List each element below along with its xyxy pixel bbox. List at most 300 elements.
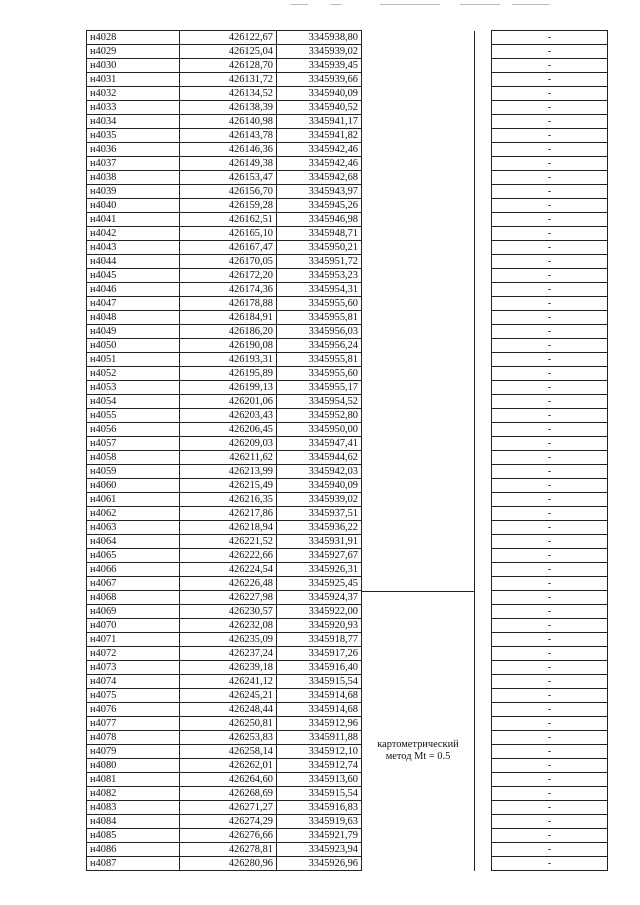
table-row <box>87 101 608 115</box>
coordinate-y: 3345924,37 <box>277 591 362 605</box>
coordinate-y: 3345923,94 <box>277 843 362 857</box>
point-name: н4070 <box>87 619 180 633</box>
coordinate-x: 426227,98 <box>180 591 277 605</box>
point-name: н4045 <box>87 269 180 283</box>
point-name: н4079 <box>87 745 180 759</box>
point-name: н4081 <box>87 773 180 787</box>
coordinate-y: 3345956,03 <box>277 325 362 339</box>
table-row <box>87 129 608 143</box>
precision-dash: - <box>492 283 608 297</box>
point-name: н4074 <box>87 675 180 689</box>
point-name: н4059 <box>87 465 180 479</box>
coordinate-y: 3345955,81 <box>277 311 362 325</box>
table-row <box>87 591 608 605</box>
coordinate-y: 3345942,03 <box>277 465 362 479</box>
point-name: н4063 <box>87 521 180 535</box>
point-name: н4077 <box>87 717 180 731</box>
coordinate-y: 3345914,68 <box>277 703 362 717</box>
table-row <box>87 31 608 45</box>
coordinate-x: 426222,66 <box>180 549 277 563</box>
precision-dash: - <box>492 171 608 185</box>
precision-dash: - <box>492 801 608 815</box>
table-row <box>87 73 608 87</box>
point-name: н4082 <box>87 787 180 801</box>
table-row <box>87 451 608 465</box>
coordinate-x: 426262,01 <box>180 759 277 773</box>
point-name: н4037 <box>87 157 180 171</box>
point-name: н4043 <box>87 241 180 255</box>
point-name: н4050 <box>87 339 180 353</box>
coordinate-y: 3345941,82 <box>277 129 362 143</box>
point-name: н4071 <box>87 633 180 647</box>
point-name: н4069 <box>87 605 180 619</box>
coordinate-y: 3345917,26 <box>277 647 362 661</box>
coordinate-x: 426271,27 <box>180 801 277 815</box>
coordinate-x: 426153,47 <box>180 171 277 185</box>
coordinate-y: 3345912,10 <box>277 745 362 759</box>
coordinate-x: 426221,52 <box>180 535 277 549</box>
table-row <box>87 283 608 297</box>
table-row <box>87 381 608 395</box>
coordinate-x: 426193,31 <box>180 353 277 367</box>
method-label <box>362 739 474 763</box>
table-row <box>87 773 608 787</box>
precision-dash: - <box>492 647 608 661</box>
coordinate-x: 426237,24 <box>180 647 277 661</box>
coordinate-y: 3345912,74 <box>277 759 362 773</box>
point-name: н4075 <box>87 689 180 703</box>
coordinate-x: 426165,10 <box>180 227 277 241</box>
table-row <box>87 157 608 171</box>
point-name: н4049 <box>87 325 180 339</box>
precision-dash: - <box>492 185 608 199</box>
coordinate-y: 3345918,77 <box>277 633 362 647</box>
coordinate-x: 426146,36 <box>180 143 277 157</box>
precision-dash: - <box>492 87 608 101</box>
table-row <box>87 423 608 437</box>
point-name: н4029 <box>87 45 180 59</box>
point-name: н4065 <box>87 549 180 563</box>
table-row <box>87 241 608 255</box>
coordinate-x: 426186,20 <box>180 325 277 339</box>
precision-dash: - <box>492 451 608 465</box>
table-row <box>87 703 608 717</box>
coordinate-y: 3345947,41 <box>277 437 362 451</box>
table-row <box>87 185 608 199</box>
coordinate-y: 3345927,67 <box>277 549 362 563</box>
table-row <box>87 857 608 871</box>
coordinate-y: 3345955,81 <box>277 353 362 367</box>
point-name: н4042 <box>87 227 180 241</box>
coordinate-x: 426201,06 <box>180 395 277 409</box>
coordinate-x: 426215,49 <box>180 479 277 493</box>
point-name: н4087 <box>87 857 180 871</box>
coordinate-x: 426199,13 <box>180 381 277 395</box>
coordinate-y: 3345911,88 <box>277 731 362 745</box>
precision-dash: - <box>492 227 608 241</box>
precision-dash: - <box>492 395 608 409</box>
coordinate-x: 426216,35 <box>180 493 277 507</box>
coordinate-x: 426125,04 <box>180 45 277 59</box>
coordinate-x: 426167,47 <box>180 241 277 255</box>
precision-dash: - <box>492 815 608 829</box>
precision-dash: - <box>492 549 608 563</box>
coordinate-x: 426159,28 <box>180 199 277 213</box>
coordinate-y: 3345913,60 <box>277 773 362 787</box>
coordinate-x: 426206,45 <box>180 423 277 437</box>
coordinate-x: 426235,09 <box>180 633 277 647</box>
coordinate-y: 3345939,02 <box>277 493 362 507</box>
precision-dash: - <box>492 241 608 255</box>
coordinate-y: 3345925,45 <box>277 577 362 591</box>
table-row <box>87 759 608 773</box>
precision-dash: - <box>492 843 608 857</box>
table-row <box>87 493 608 507</box>
precision-dash: - <box>492 129 608 143</box>
point-name: н4083 <box>87 801 180 815</box>
point-name: н4061 <box>87 493 180 507</box>
precision-dash: - <box>492 409 608 423</box>
coordinate-x: 426156,70 <box>180 185 277 199</box>
coordinate-y: 3345944,62 <box>277 451 362 465</box>
coordinate-x: 426258,14 <box>180 745 277 759</box>
point-name: н4054 <box>87 395 180 409</box>
coordinates-table-body <box>87 31 608 871</box>
coordinate-x: 426190,08 <box>180 339 277 353</box>
coordinate-y: 3345921,79 <box>277 829 362 843</box>
point-name: н4078 <box>87 731 180 745</box>
precision-dash: - <box>492 689 608 703</box>
coordinate-y: 3345916,40 <box>277 661 362 675</box>
coordinate-y: 3345945,26 <box>277 199 362 213</box>
coordinate-y: 3345938,80 <box>277 31 362 45</box>
point-name: н4057 <box>87 437 180 451</box>
coordinate-x: 426172,20 <box>180 269 277 283</box>
coordinate-y: 3345954,31 <box>277 283 362 297</box>
table-row <box>87 213 608 227</box>
precision-dash: - <box>492 101 608 115</box>
coordinate-y: 3345955,60 <box>277 297 362 311</box>
precision-dash: - <box>492 633 608 647</box>
precision-dash: - <box>492 143 608 157</box>
table-row <box>87 801 608 815</box>
coordinate-y: 3345953,23 <box>277 269 362 283</box>
precision-dash: - <box>492 367 608 381</box>
coordinate-x: 426264,60 <box>180 773 277 787</box>
coordinate-x: 426162,51 <box>180 213 277 227</box>
precision-dash: - <box>492 759 608 773</box>
point-name: н4036 <box>87 143 180 157</box>
coordinate-x: 426195,89 <box>180 367 277 381</box>
point-name: н4039 <box>87 185 180 199</box>
table-row <box>87 59 608 73</box>
coordinate-x: 426218,94 <box>180 521 277 535</box>
table-row <box>87 647 608 661</box>
coordinate-x: 426184,91 <box>180 311 277 325</box>
coordinate-y: 3345955,17 <box>277 381 362 395</box>
precision-dash: - <box>492 45 608 59</box>
table-row <box>87 339 608 353</box>
precision-dash: - <box>492 745 608 759</box>
point-name: н4068 <box>87 591 180 605</box>
coordinate-y: 3345915,54 <box>277 787 362 801</box>
coordinate-y: 3345951,72 <box>277 255 362 269</box>
precision-dash: - <box>492 297 608 311</box>
coordinate-x: 426140,98 <box>180 115 277 129</box>
point-name: н4047 <box>87 297 180 311</box>
table-row <box>87 815 608 829</box>
coordinate-x: 426248,44 <box>180 703 277 717</box>
precision-dash: - <box>492 717 608 731</box>
coordinate-y: 3345956,24 <box>277 339 362 353</box>
coordinate-x: 426128,70 <box>180 59 277 73</box>
table-row <box>87 143 608 157</box>
table-row <box>87 549 608 563</box>
precision-dash: - <box>492 829 608 843</box>
precision-dash: - <box>492 255 608 269</box>
point-name: н4034 <box>87 115 180 129</box>
coordinate-y: 3345943,97 <box>277 185 362 199</box>
precision-dash: - <box>492 157 608 171</box>
method-line-2: метод Mt = 0.5 <box>385 750 451 762</box>
point-name: н4044 <box>87 255 180 269</box>
table-row <box>87 633 608 647</box>
coordinate-y: 3345937,51 <box>277 507 362 521</box>
coordinate-x: 426278,81 <box>180 843 277 857</box>
coordinate-y: 3345946,98 <box>277 213 362 227</box>
table-row <box>87 605 608 619</box>
point-name: н4038 <box>87 171 180 185</box>
precision-dash: - <box>492 857 608 871</box>
precision-dash: - <box>492 661 608 675</box>
coordinate-y: 3345952,80 <box>277 409 362 423</box>
coordinate-y: 3345936,22 <box>277 521 362 535</box>
point-name: н4067 <box>87 577 180 591</box>
coordinate-y: 3345940,52 <box>277 101 362 115</box>
table-row <box>87 843 608 857</box>
coordinate-y: 3345939,66 <box>277 73 362 87</box>
coordinate-x: 426131,72 <box>180 73 277 87</box>
precision-dash: - <box>492 353 608 367</box>
precision-dash: - <box>492 787 608 801</box>
coordinate-x: 426230,57 <box>180 605 277 619</box>
precision-dash: - <box>492 381 608 395</box>
point-name: н4030 <box>87 59 180 73</box>
coordinate-y: 3345942,46 <box>277 157 362 171</box>
point-name: н4035 <box>87 129 180 143</box>
point-name: н4046 <box>87 283 180 297</box>
point-name: н4072 <box>87 647 180 661</box>
point-name: н4053 <box>87 381 180 395</box>
point-name: н4052 <box>87 367 180 381</box>
point-name: н4058 <box>87 451 180 465</box>
table-row <box>87 311 608 325</box>
table-row <box>87 395 608 409</box>
table-row <box>87 745 608 759</box>
point-name: н4084 <box>87 815 180 829</box>
point-name: н4066 <box>87 563 180 577</box>
coordinate-y: 3345919,63 <box>277 815 362 829</box>
table-row <box>87 661 608 675</box>
coordinate-x: 426280,96 <box>180 857 277 871</box>
coordinate-x: 426211,62 <box>180 451 277 465</box>
precision-dash: - <box>492 675 608 689</box>
table-row <box>87 717 608 731</box>
gap-cell <box>475 31 492 871</box>
point-name: н4051 <box>87 353 180 367</box>
table-row <box>87 227 608 241</box>
point-name: н4040 <box>87 199 180 213</box>
precision-dash: - <box>492 493 608 507</box>
precision-dash: - <box>492 563 608 577</box>
precision-dash: - <box>492 605 608 619</box>
coordinate-y: 3345954,52 <box>277 395 362 409</box>
coordinate-y: 3345922,00 <box>277 605 362 619</box>
precision-dash: - <box>492 479 608 493</box>
precision-dash: - <box>492 115 608 129</box>
point-name: н4062 <box>87 507 180 521</box>
precision-dash: - <box>492 577 608 591</box>
table-row <box>87 465 608 479</box>
point-name: н4033 <box>87 101 180 115</box>
precision-dash: - <box>492 31 608 45</box>
precision-dash: - <box>492 521 608 535</box>
precision-dash: - <box>492 213 608 227</box>
table-row <box>87 619 608 633</box>
table-row <box>87 409 608 423</box>
table-row <box>87 199 608 213</box>
point-name: н4080 <box>87 759 180 773</box>
point-name: н4085 <box>87 829 180 843</box>
precision-dash: - <box>492 73 608 87</box>
table-row <box>87 731 608 745</box>
table-row <box>87 479 608 493</box>
coordinate-x: 426276,66 <box>180 829 277 843</box>
coordinate-y: 3345931,91 <box>277 535 362 549</box>
point-name: н4041 <box>87 213 180 227</box>
precision-dash: - <box>492 591 608 605</box>
table-row <box>87 577 608 591</box>
coordinate-x: 426268,69 <box>180 787 277 801</box>
coordinate-x: 426209,03 <box>180 437 277 451</box>
precision-dash: - <box>492 437 608 451</box>
method-divider <box>362 591 475 592</box>
coordinate-y: 3345950,00 <box>277 423 362 437</box>
table-row <box>87 689 608 703</box>
coordinate-y: 3345939,45 <box>277 59 362 73</box>
point-name: н4064 <box>87 535 180 549</box>
coordinate-x: 426138,39 <box>180 101 277 115</box>
coordinate-x: 426250,81 <box>180 717 277 731</box>
coordinate-y: 3345920,93 <box>277 619 362 633</box>
table-row <box>87 535 608 549</box>
precision-dash: - <box>492 325 608 339</box>
table-row <box>87 367 608 381</box>
precision-dash: - <box>492 199 608 213</box>
point-name: н4073 <box>87 661 180 675</box>
precision-dash: - <box>492 535 608 549</box>
precision-dash: - <box>492 773 608 787</box>
point-name: н4086 <box>87 843 180 857</box>
coordinate-x: 426245,21 <box>180 689 277 703</box>
coordinate-x: 426253,83 <box>180 731 277 745</box>
point-name: н4060 <box>87 479 180 493</box>
precision-dash: - <box>492 269 608 283</box>
precision-dash: - <box>492 507 608 521</box>
table-row <box>87 87 608 101</box>
scan-header-remnant <box>290 3 550 7</box>
coordinate-x: 426239,18 <box>180 661 277 675</box>
coordinate-x: 426226,48 <box>180 577 277 591</box>
table-row <box>87 437 608 451</box>
precision-dash: - <box>492 465 608 479</box>
table-row <box>87 521 608 535</box>
precision-dash: - <box>492 619 608 633</box>
table-row <box>87 787 608 801</box>
coordinate-y: 3345941,17 <box>277 115 362 129</box>
coordinate-y: 3345915,54 <box>277 675 362 689</box>
table-row <box>87 829 608 843</box>
coordinate-y: 3345914,68 <box>277 689 362 703</box>
point-name: н4055 <box>87 409 180 423</box>
coordinate-x: 426224,54 <box>180 563 277 577</box>
point-name: н4056 <box>87 423 180 437</box>
table-row <box>87 171 608 185</box>
table-row <box>87 45 608 59</box>
coordinate-y: 3345940,09 <box>277 479 362 493</box>
point-name: н4048 <box>87 311 180 325</box>
point-name: н4031 <box>87 73 180 87</box>
coordinate-y: 3345939,02 <box>277 45 362 59</box>
precision-dash: - <box>492 59 608 73</box>
coordinate-x: 426274,29 <box>180 815 277 829</box>
precision-dash: - <box>492 703 608 717</box>
method-cell <box>362 31 475 871</box>
table-row <box>87 675 608 689</box>
coordinate-x: 426232,08 <box>180 619 277 633</box>
coordinate-x: 426134,52 <box>180 87 277 101</box>
table-row <box>87 325 608 339</box>
point-name: н4028 <box>87 31 180 45</box>
coordinate-x: 426203,43 <box>180 409 277 423</box>
table-row <box>87 507 608 521</box>
coordinate-x: 426149,38 <box>180 157 277 171</box>
table-row <box>87 255 608 269</box>
coordinate-y: 3345940,09 <box>277 87 362 101</box>
coordinate-y: 3345942,68 <box>277 171 362 185</box>
coordinate-x: 426122,67 <box>180 31 277 45</box>
coordinate-y: 3345948,71 <box>277 227 362 241</box>
table-row <box>87 115 608 129</box>
table-row <box>87 563 608 577</box>
coordinate-x: 426213,99 <box>180 465 277 479</box>
coordinate-x: 426143,78 <box>180 129 277 143</box>
method-line-1: картометрический <box>377 738 459 750</box>
precision-dash: - <box>492 731 608 745</box>
precision-dash: - <box>492 423 608 437</box>
point-name: н4076 <box>87 703 180 717</box>
coordinate-x: 426170,05 <box>180 255 277 269</box>
coordinate-x: 426217,86 <box>180 507 277 521</box>
coordinate-y: 3345926,96 <box>277 857 362 871</box>
coordinate-x: 426174,36 <box>180 283 277 297</box>
table-row <box>87 353 608 367</box>
coordinate-y: 3345912,96 <box>277 717 362 731</box>
coordinates-table <box>86 30 608 871</box>
coordinate-y: 3345942,46 <box>277 143 362 157</box>
table-row <box>87 297 608 311</box>
precision-dash: - <box>492 311 608 325</box>
